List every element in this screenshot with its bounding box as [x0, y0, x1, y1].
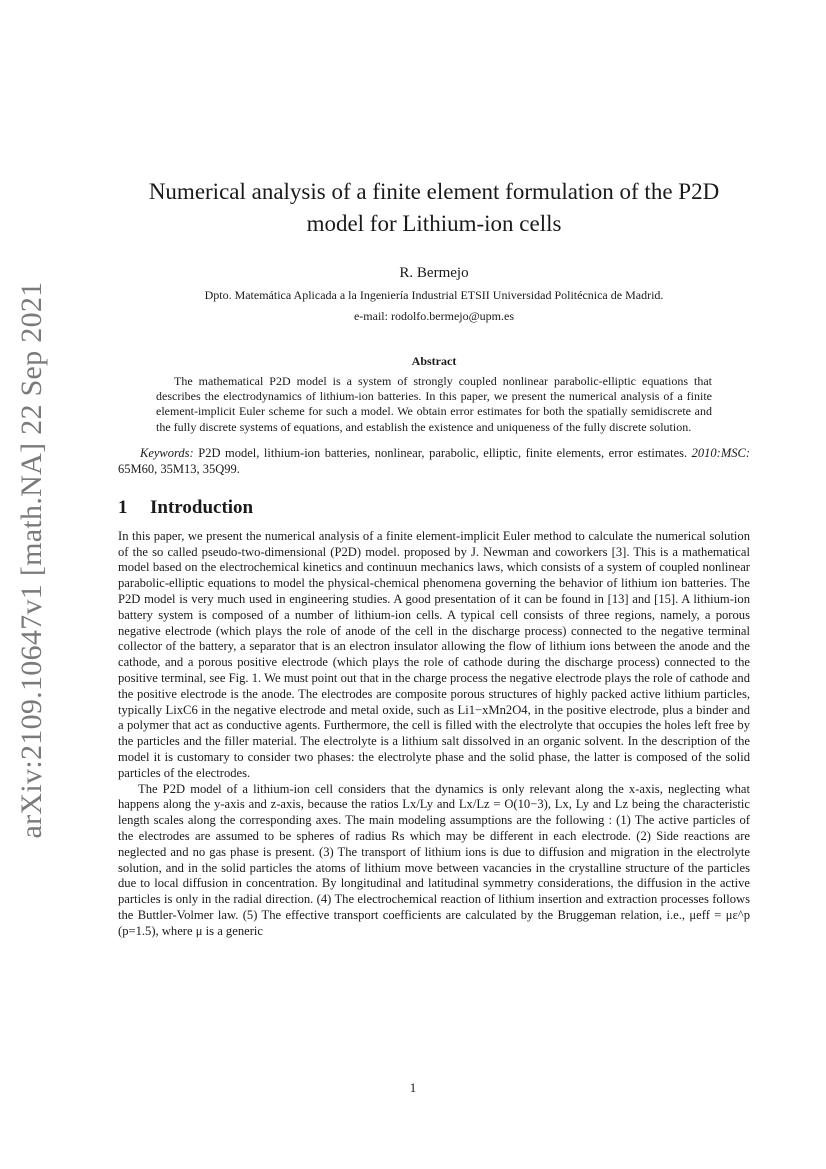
msc-label: 2010:MSC:: [691, 445, 750, 460]
author-affiliation: Dpto. Matemática Aplicada a la Ingeniería Industrial ETSII Universidad Politécnica de Madrid.: [204, 288, 664, 302]
keywords-line: [118, 445, 750, 477]
author-name: R. Bermejo: [399, 265, 469, 281]
abstract-text: The mathematical P2D model is a system of strongly coupled nonlinear parabolic-elliptic equations that describes the electrodynamics of lithium-ion batteries. In this paper, we present the numerical analysis of a finite element-implicit Euler scheme for such a model. We obtain error estimates for both the spatially semidiscrete and the fully discrete systems of equations, and establish the existence and uniqueness of the fully discrete solution.: [156, 374, 712, 434]
body-paragraph-1: In this paper, we present the numerical analysis of a finite element-implicit Euler method to calculate the numerical solution of the so called pseudo-two-dimensional (P2D) model. proposed by J. Newman and coworkers [3]. This is a mathematical model based on the electrochemical kinetics and continuun mechanics laws, which consists of a system of coupled nonlinear parabolic-elliptic equations to model the physical-chemical phenomena governing the behavior of lithium ion batteries. The P2D model is very much used in engineering studies. A good presentation of it can be found in [13] and [15]. A lithium-ion battery system is composed of a number of lithium-ion cells. A typical cell consists of three regions, namely, a porous negative electrode (which plays the role of anode of the cell in the discharge process) connected to the negative terminal collector of the battery, a separator that is an electron insulator allowing the flow of lithium ions between the anode and the cathode, and a porous positive electrode (which plays the role of cathode during the discharge process) connected to the positive terminal, see Fig. 1. We must point out that in the charge process the negative electrode plays the role of cathode and the positive electrode is the anode. The electrodes are composite porous structures of highly packed active lithium particles, typically LixC6 in the negative electrode and metal oxide, such as Li1−xMn2O4, in the positive electrode, plus a binder and a polymer that act as conductive agents. Furthermore, the cell is filled with the electrolyte that occupies the holes left free by the particles and the filler material. The electrolyte is a lithium salt dissolved in an organic solvent. In the description of the model it is customary to consider two phases: the electrolyte phase and the solid phase, the latter is composed of the solid particles of the electrodes.: [118, 528, 750, 780]
paper-title: Numerical analysis of a finite element formulation of the P2D model for Lithium-ion cells: [148, 179, 720, 236]
section-title: Introduction: [150, 496, 254, 518]
abstract-heading: Abstract: [411, 354, 457, 368]
author-email: e-mail: rodolfo.bermejo@upm.es: [353, 309, 514, 323]
keywords-label: Keywords:: [140, 445, 194, 460]
arxiv-identifier: arXiv:2109.10647v1 [math.NA] 22 Sep 2021: [15, 281, 48, 839]
paper-page: [118, 176, 750, 940]
msc-text: 65M60, 35M13, 35Q99.: [118, 461, 240, 476]
body-paragraph-2: The P2D model of a lithium-ion cell considers that the dynamics is only relevant along the x-axis, neglecting what happens along the y-axis and z-axis, because the ratios Lx/Ly and Lx/Lz = O(10−3), Lx, Ly and Lz being the characteristic length scales along the corresponding axes. The main modeling assumptions are the following : (1) The active particles of the electrodes are assumed to be spheres of radius Rs which may be different in each electrode. (2) Side reactions are neglected and no gas phase is present. (3) The transport of lithium ions is due to diffusion and migration in the electrolyte solution, and in the solid particles the atoms of lithium move between vacancies in the crystalline structure of the particles due to local diffusion in concentration. By longitudinal and latitudinal symmetry considerations, the diffusion in the active particles is only in the radial direction. (4) The electrochemical reaction of lithium insertion and extraction processes follows the Buttler-Volmer law. (5) The effective transport coefficients are calculated by the Bruggeman relation, i.e., μeff = με^p (p=1.5), where μ is a generic: [118, 781, 750, 938]
page-number: 1: [409, 1080, 417, 1095]
section-heading: [118, 497, 750, 519]
keywords-text: P2D model, lithium-ion batteries, nonlinear, parabolic, elliptic, finite elements, error estimates.: [193, 445, 692, 460]
section-number: 1: [118, 496, 128, 518]
